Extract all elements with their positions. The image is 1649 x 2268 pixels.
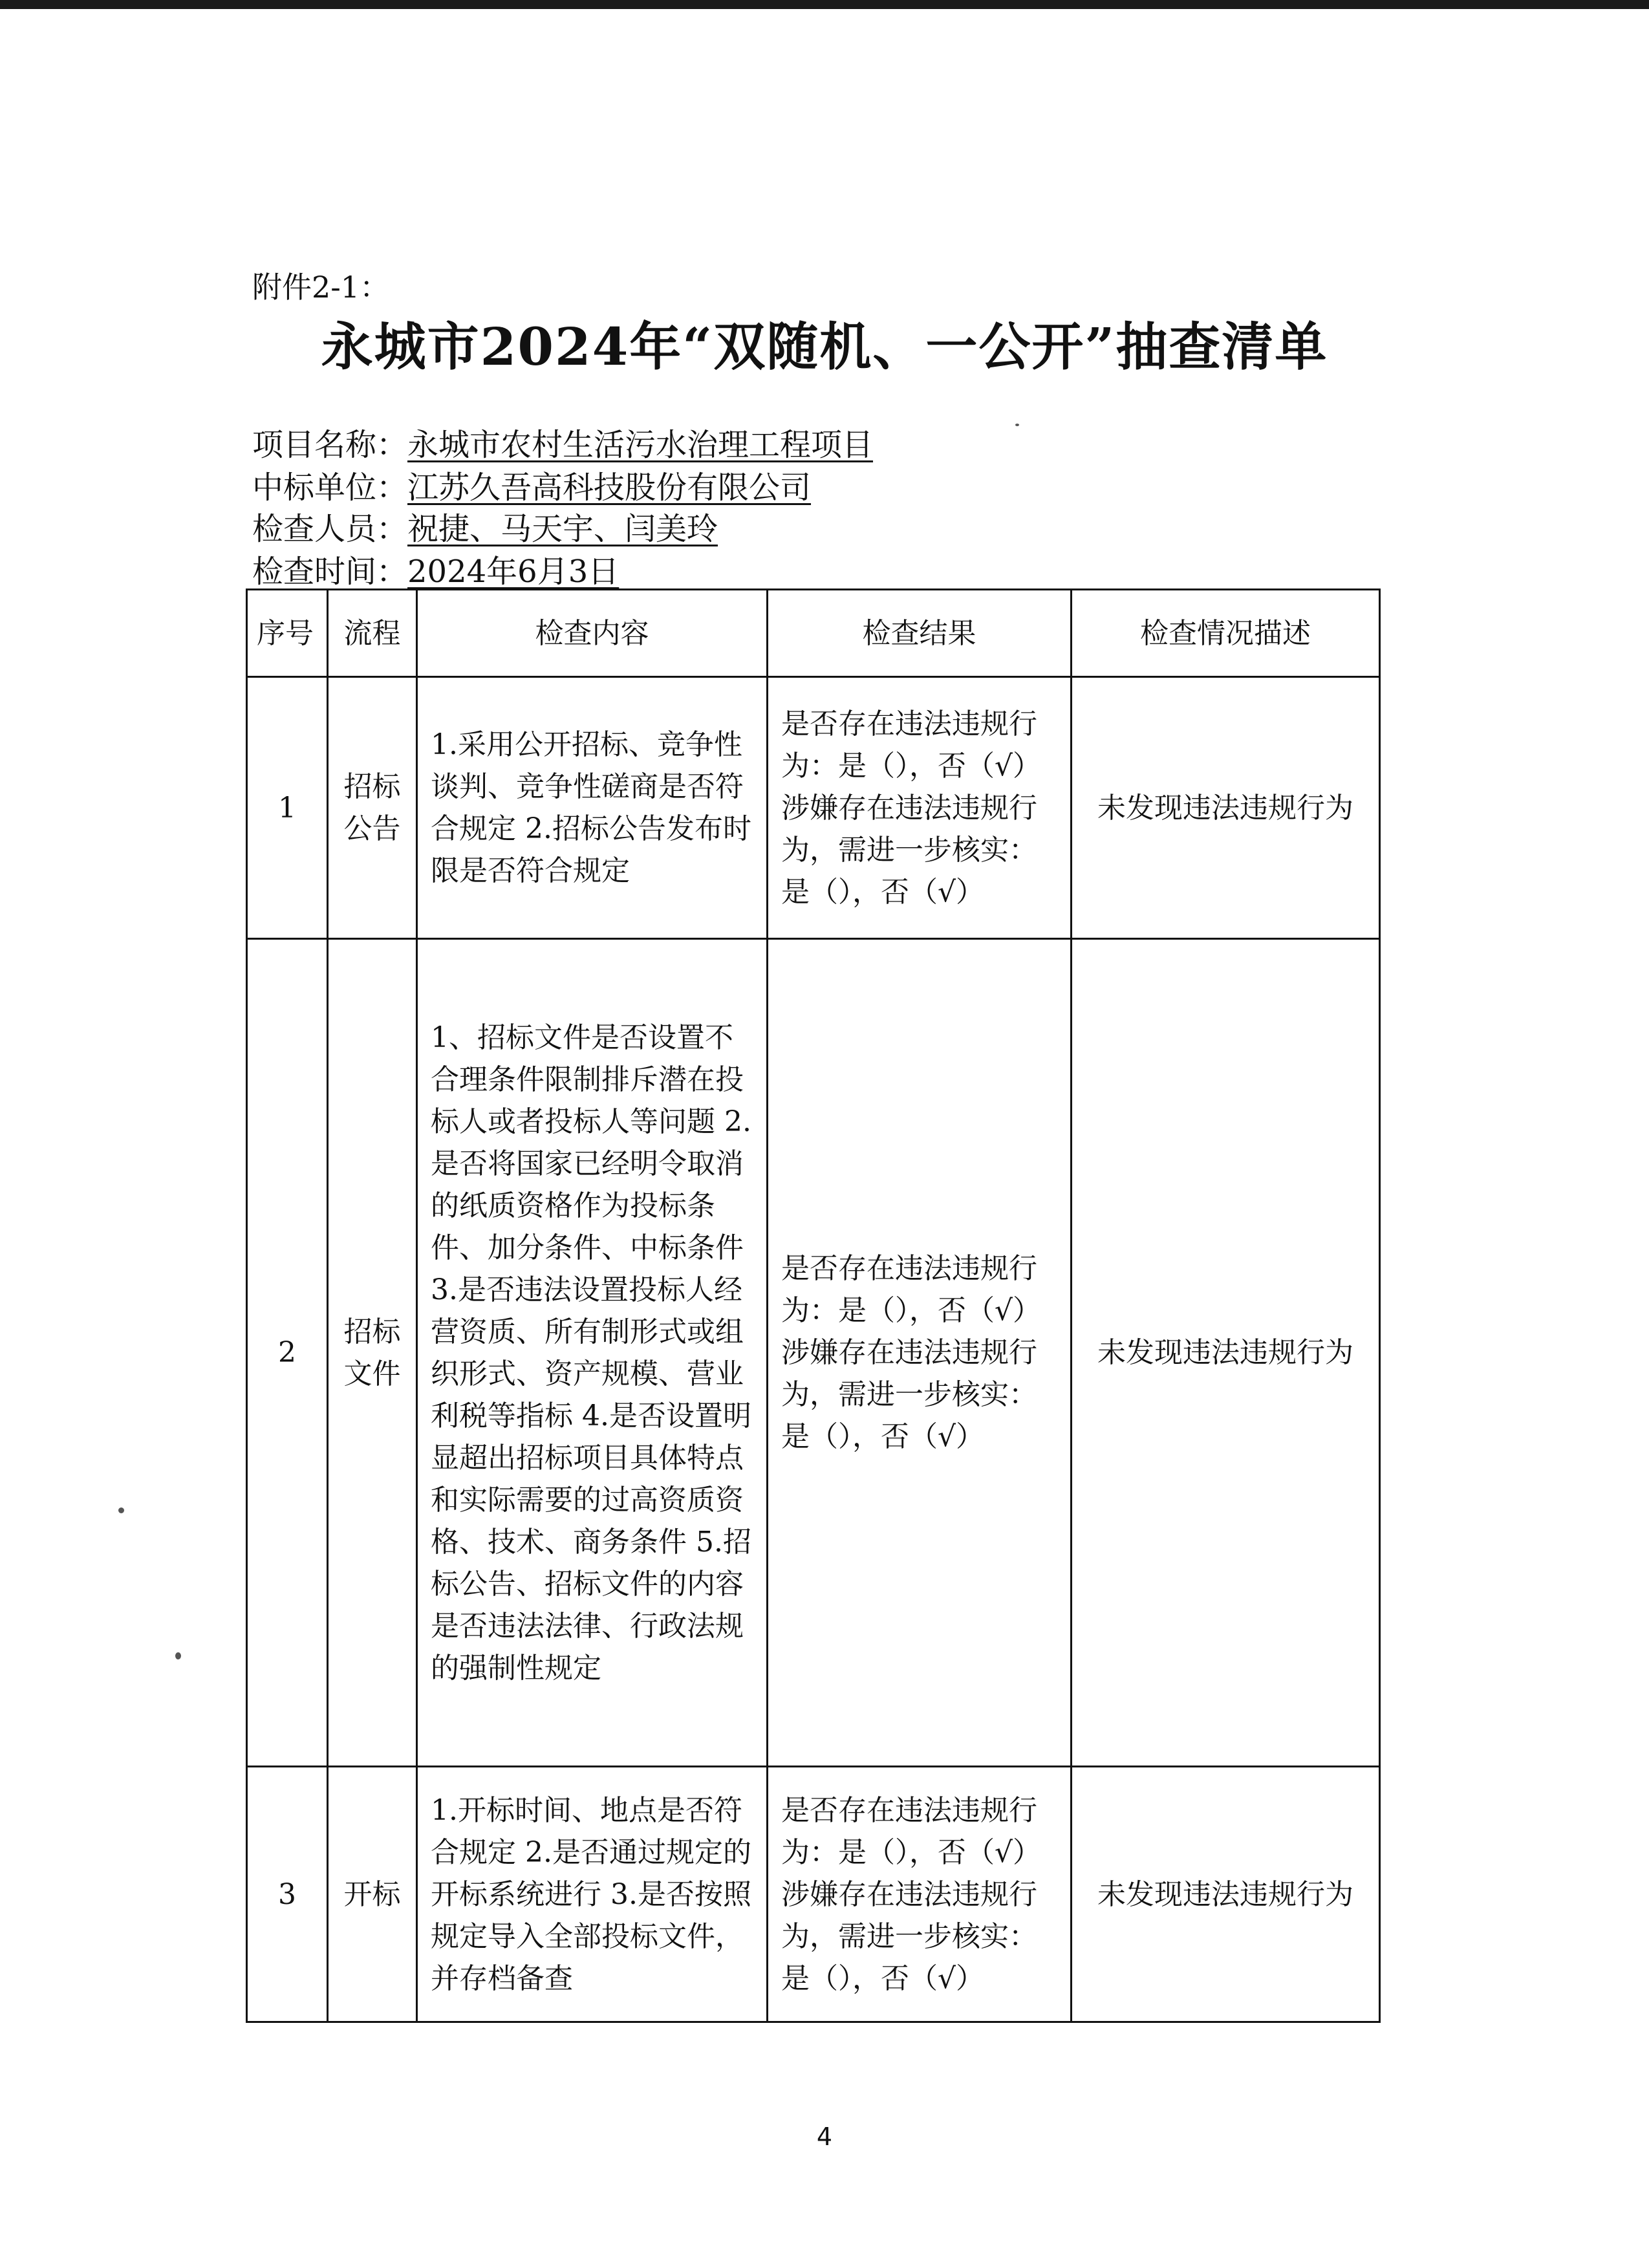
row-1-num: 1 (247, 677, 328, 939)
document-title: 永城市2024年“双随机、一公开”抽查清单 (321, 316, 1328, 377)
scan-speck (118, 1507, 124, 1513)
header-num: 序号 (247, 590, 328, 677)
page-number: 4 (816, 2122, 833, 2151)
scan-edge (0, 0, 1649, 9)
row-2-process: 招标文件 (328, 939, 417, 1767)
meta-project-label: 项目名称： (252, 427, 408, 463)
row-2-content: 1、招标文件是否设置不合理条件限制排斥潜在投标人或者投标人等问题 2.是否将国家已经明令取消的纸质资格作为投标条件、加分条件、中标条件 3.是否违法设置投标人经营资质、所有制形式或组织形式、资产规模、营业利税等指标 4.是否设置明显超出招标项目具体特点和实际需要的过高资质资格、技术、商务条件 5.招标公告、招标文件的内容是否违法法律、行政法规的强制性规定 (417, 939, 768, 1767)
header-result: 检查结果 (768, 590, 1072, 677)
meta-project (252, 424, 873, 466)
table-row (247, 1767, 1380, 2022)
meta-date-value: 2024年6月3日 (407, 554, 620, 590)
row-2-result: 是否存在违法违规行为：是（），否（√） 涉嫌存在违法违规行为，需进一步核实：是（），否（√） (768, 939, 1072, 1767)
row-2-description: 未发现违法违规行为 (1072, 939, 1380, 1767)
meta-winner-value: 江苏久吾高科技股份有限公司 (407, 470, 812, 506)
meta-winner-label: 中标单位： (252, 470, 408, 506)
table-header-row (247, 590, 1380, 677)
row-3-num: 3 (247, 1767, 328, 2022)
meta-inspectors-label: 检查人员： (252, 511, 408, 547)
row-3-content: 1.开标时间、地点是否符合规定 2.是否通过规定的开标系统进行 3.是否按照规定导入全部投标文件，并存档备查 (417, 1767, 768, 2022)
row-3-process: 开标 (328, 1767, 417, 2022)
scan-speck (1015, 424, 1019, 426)
meta-project-value: 永城市农村生活污水治理工程项目 (407, 427, 874, 463)
header-process: 流程 (328, 590, 417, 677)
row-1-process: 招标公告 (328, 677, 417, 939)
row-1-description: 未发现违法违规行为 (1072, 677, 1380, 939)
row-1-result: 是否存在违法违规行为：是（），否（√） 涉嫌存在违法违规行为，需进一步核实：是（），否（√） (768, 677, 1072, 939)
meta-date-label: 检查时间： (252, 554, 408, 590)
table-row (247, 939, 1380, 1767)
row-3-description: 未发现违法违规行为 (1072, 1767, 1380, 2022)
meta-date (252, 551, 619, 592)
row-3-result: 是否存在违法违规行为：是（），否（√） 涉嫌存在违法违规行为，需进一步核实：是（），否（√） (768, 1767, 1072, 2022)
row-1-content: 1.采用公开招标、竞争性谈判、竞争性磋商是否符合规定 2.招标公告发布时限是否符合规定 (417, 677, 768, 939)
meta-inspectors-value: 祝捷、马天宇、闫美玲 (407, 511, 718, 547)
header-description: 检查情况描述 (1072, 590, 1380, 677)
table-row (247, 677, 1380, 939)
attachment-label: 附件2-1： (252, 270, 390, 305)
row-2-num: 2 (247, 939, 328, 1767)
inspection-table (246, 589, 1381, 2023)
scan-speck (175, 1652, 181, 1659)
header-content: 检查内容 (417, 590, 768, 677)
meta-inspectors (252, 508, 718, 550)
meta-winner (252, 467, 811, 508)
